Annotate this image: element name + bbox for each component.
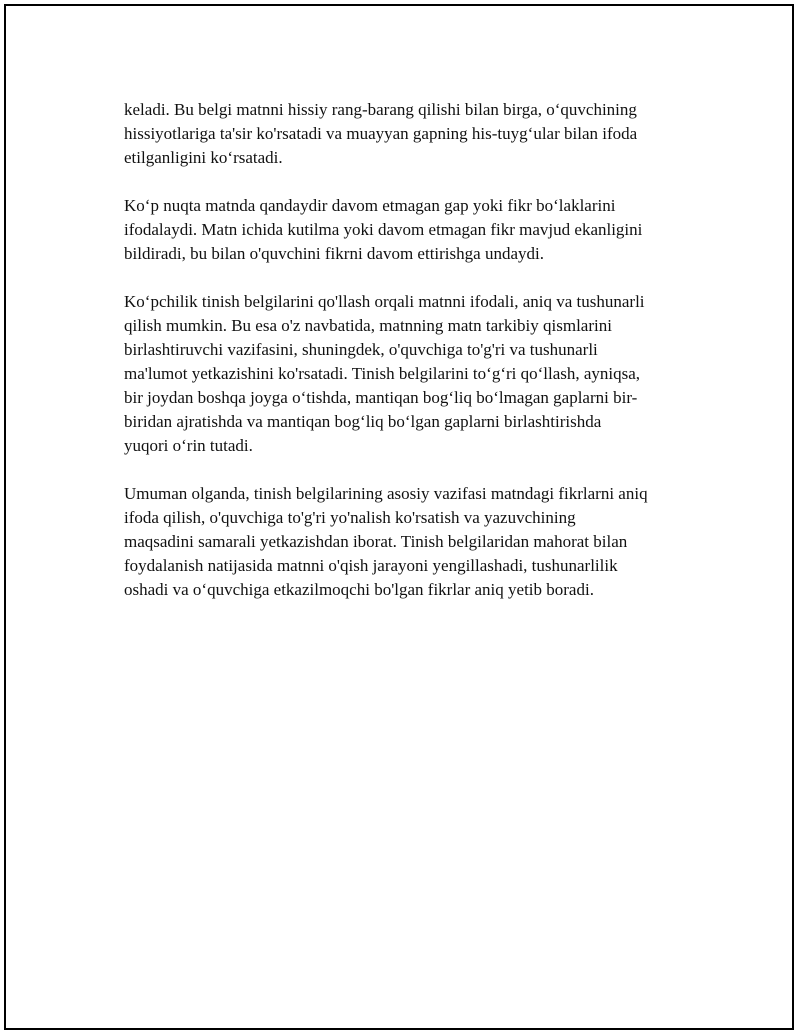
paragraph-3: Ko‘pchilik tinish belgilarini qo'llash orqali matnni ifodali, aniq va tushunarli qilish mumkin. Bu esa o'z navbatida, matnning matn tarkibiy qismlarini birlashtiruvchi vazifasini, shuningdek, o'quvchiga to'g'ri va tushunarli ma'lumot yetkazishini ko'rsatadi. Tinish belgilarini to‘g‘ri qo‘llash, ayniqsa, bir joydan boshqa joyga o‘tishda, mantiqan bog‘liq bo‘lmagan gaplarni bir- biridan ajratishda va mantiqan bog‘liq bo‘lgan gaplarni birlashtirishda yuqori o‘rin tutadi. bbox=[124, 292, 645, 455]
paragraph-2: Ko‘p nuqta matnda qandaydir davom etmagan gap yoki fikr bo‘laklarini ifodalaydi. Matn ichida kutilma yoki davom etmagan fikr mavjud ekanligini bildiradi, bu bilan o'quvchini fikrni davom ettirishga undaydi. bbox=[124, 196, 643, 263]
paragraph-1: keladi. Bu belgi matnni hissiy rang-barang qilishi bilan birga, o‘quvchining hissiyotlariga ta'sir ko'rsatadi va muayyan gapning his-tuyg‘ular bilan ifoda etilganligini ko‘rsatadi. bbox=[124, 100, 638, 167]
document-body bbox=[124, 98, 694, 626]
paragraph-4: Umuman olganda, tinish belgilarining asosiy vazifasi matndagi fikrlarni aniq ifoda qilish, o'quvchiga to'g'ri yo'nalish ko'rsatish va yazuvchining maqsadini samarali yetkazishdan iborat. Tinish belgilaridan mahorat bilan foydalanish natijasida matnni o'qish jarayoni yengillashadi, tushunarlilik oshadi va o‘quvchiga etkazilmoqchi bo'lgan fikrlar aniq yetib boradi. bbox=[124, 484, 648, 599]
page-frame bbox=[4, 4, 794, 1030]
